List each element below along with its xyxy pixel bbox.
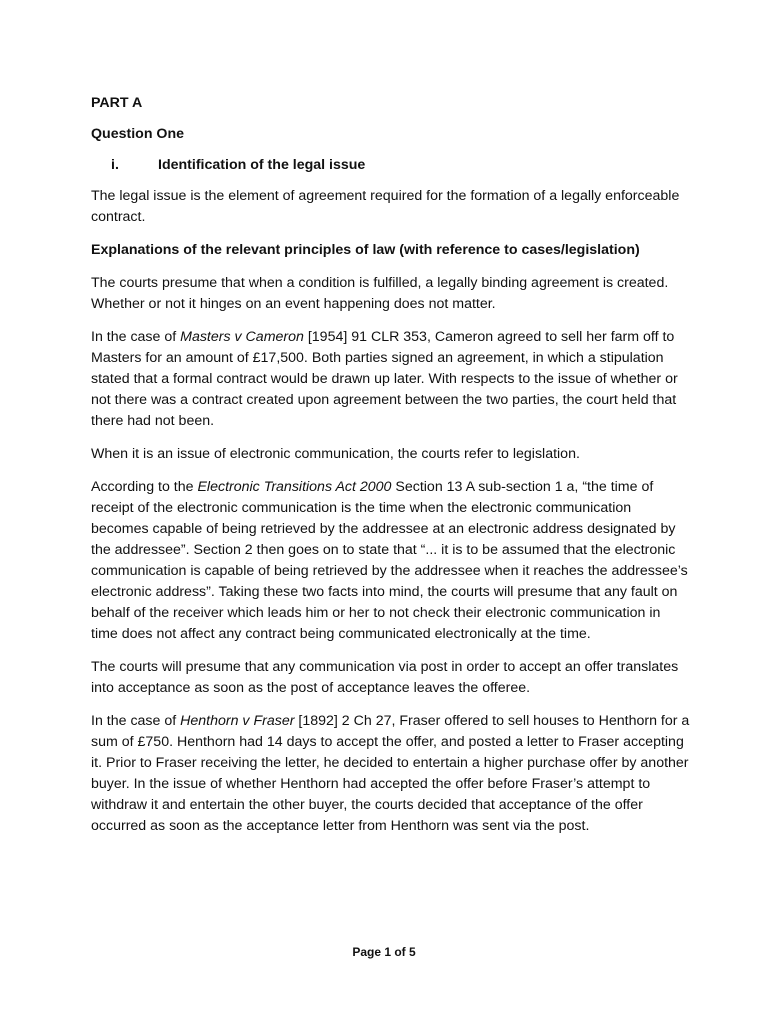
question-heading: Question One	[91, 126, 185, 142]
act-name: Electronic Transitions Act 2000	[197, 479, 392, 495]
paragraph-act	[91, 477, 691, 645]
principles-heading: Explanations of the relevant principles of law (with reference to cases/legislation)	[91, 242, 640, 258]
document-body	[91, 93, 691, 849]
text-run: Section 13 A sub-section 1 a, “the time of receipt of the electronic communication is the time when the electronic communication becomes capable of being retrieved by the addressee at an electronic address designated by the addressee”. Section 2 then goes on to state that “... it is to be assumed that the electronic communication is capable of being retrieved by the addressee when it reaches the addressee’s electronic address”. Taking these two facts into mind, the courts will presume that any fault on behalf of the receiver which leads him or her to not check their electronic communication in time does not affect any contract being communicated electronically at the time.	[91, 479, 688, 642]
paragraph-henthorn-case	[91, 711, 691, 837]
paragraph-masters-case	[91, 327, 691, 432]
text-run: In the case of	[91, 329, 181, 345]
section-title: Identification of the legal issue	[158, 157, 366, 173]
text-run: [1954] 91 CLR 353, Cameron agreed to sell her farm off to Masters for an amount of £17,500. Both parties signed an agreement, in which a stipulation stated that a formal contract would be drawn up later. With respects to the issue of whether or not there was a contract created upon agreement between the two parties, the court held that there had not been.	[91, 329, 678, 429]
section-number: i.	[111, 157, 119, 173]
text-run: [1892] 2 Ch 27, Fraser offered to sell houses to Henthorn for a sum of £750. Henthorn had 14 days to accept the offer, and posted a letter to Fraser accepting it. Prior to Fraser receiving the letter, he decided to entertain a higher purchase offer by another buyer. In the issue of whether Henthorn had accepted the offer before Fraser’s attempt to withdraw it and entertain the other buyer, the courts decided that acceptance of the offer occurred as soon as the acceptance letter from Henthorn was sent via the post.	[91, 713, 690, 834]
part-heading: PART A	[91, 95, 143, 111]
paragraph-legal-issue: The legal issue is the element of agreement required for the formation of a legally enforceable contract.	[91, 188, 680, 225]
text-run: According to the	[91, 479, 198, 495]
text-run: In the case of	[91, 713, 181, 729]
case-name: Masters v Cameron	[180, 329, 304, 345]
page-footer: Page 1 of 5	[352, 945, 416, 959]
section-heading	[91, 155, 691, 176]
paragraph-presumption: The courts presume that when a condition is fulfilled, a legally binding agreement is created. Whether or not it hinges on an event happening does not matter.	[91, 275, 669, 312]
case-name: Henthorn v Fraser	[180, 713, 295, 729]
paragraph-electronic: When it is an issue of electronic communication, the courts refer to legislation.	[91, 446, 580, 462]
paragraph-post: The courts will presume that any communication via post in order to accept an offer translates into acceptance as soon as the post of acceptance leaves the offeree.	[91, 659, 679, 696]
